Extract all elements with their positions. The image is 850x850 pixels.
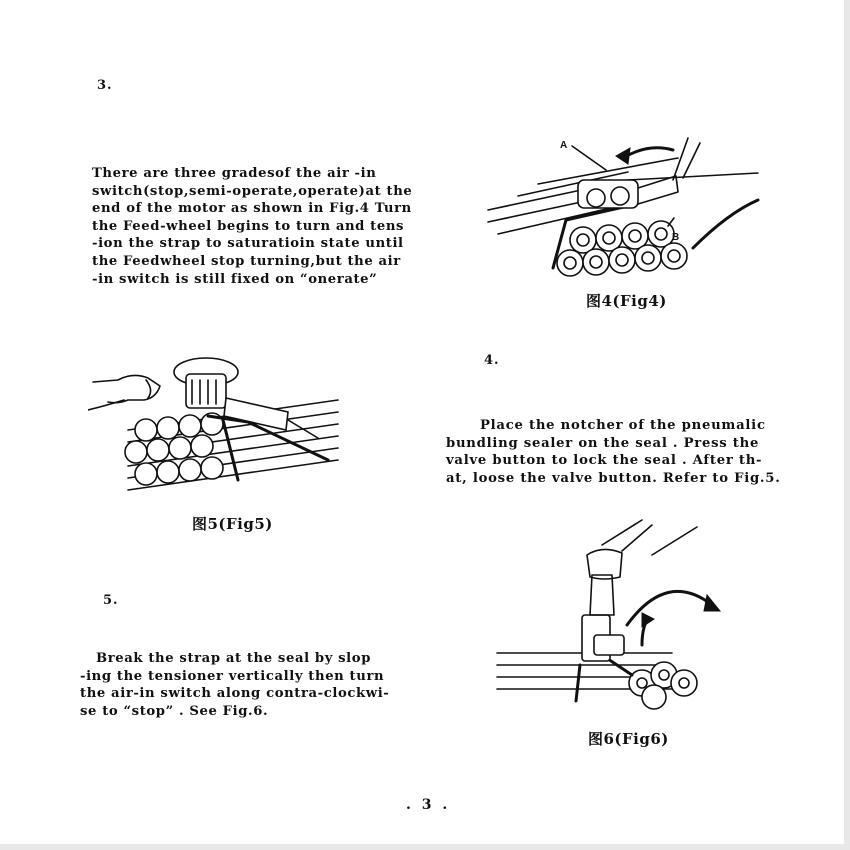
fig4-illustration <box>478 118 768 286</box>
section-5-number: 5. <box>103 593 119 608</box>
section-5-paragraph <box>80 650 389 720</box>
text-line: valve button to lock the seal . After th- <box>446 453 763 469</box>
section-4-paragraph <box>446 417 781 487</box>
fig4-label-b: B <box>672 232 680 243</box>
text-line: There are three gradesof the air -in <box>92 166 377 181</box>
text-line: bundling sealer on the seal . Press the <box>446 435 760 451</box>
section-4-number: 4. <box>484 353 500 368</box>
text-line: Place the notcher of the pneumalic <box>480 418 766 433</box>
text-line: switch(stop,semi-operate,operate)at the <box>92 183 413 199</box>
section-3-paragraph <box>92 165 412 288</box>
page-number: . 3 . <box>406 797 451 813</box>
text-line: se to “stop” . See Fig.6. <box>80 703 269 719</box>
text-line: end of the motor as shown in Fig.4 Turn <box>92 201 412 217</box>
fig6-illustration <box>492 515 732 711</box>
text-line: the Feed-wheel begins to turn and tens <box>92 218 405 234</box>
text-line: Break the strap at the seal by slop <box>96 651 372 666</box>
section-3-number: 3. <box>97 78 113 93</box>
text-line: the air-in switch along contra-clockwi- <box>80 686 390 702</box>
fig6-caption: 图6(Fig6) <box>588 730 669 748</box>
text-line: at, loose the valve button. Refer to Fig.5. <box>446 470 781 486</box>
text-line: -in switch is still fixed on “onerate” <box>92 271 378 287</box>
fig5-caption: 图5(Fig5) <box>192 515 273 533</box>
fig5-illustration <box>88 350 348 500</box>
text-line: -ing the tensioner vertically then turn <box>80 668 385 684</box>
text-line: -ion the strap to saturatioin state until <box>92 236 404 252</box>
text-line: the Feedwheel stop turning,but the air <box>92 253 401 269</box>
fig4-caption: 图4(Fig4) <box>586 292 667 310</box>
fig4-label-a: A <box>560 140 568 151</box>
